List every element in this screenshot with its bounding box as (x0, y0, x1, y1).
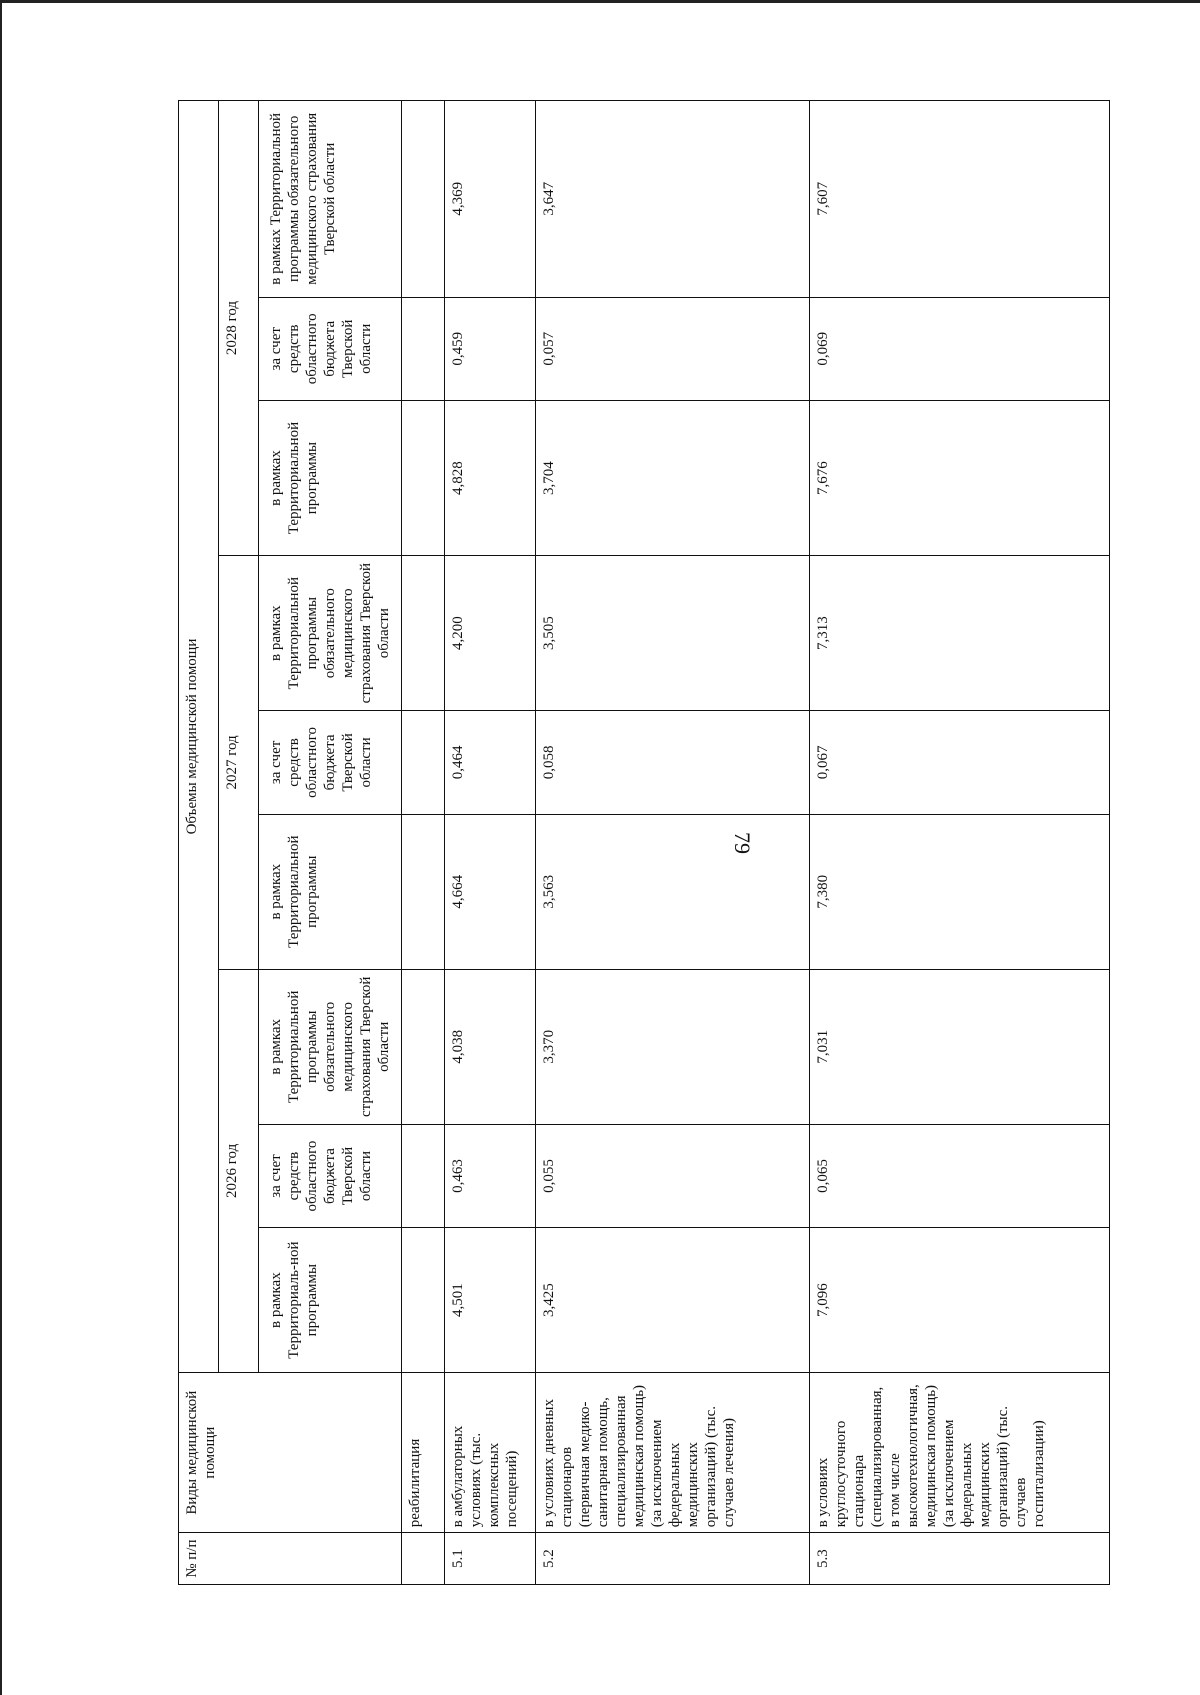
row-number: 5.2 (535, 1533, 810, 1585)
sub-header-2027-regional-budget: за счет средств областного бюджета Тверской области (259, 711, 402, 814)
scan-top-edge (0, 0, 1200, 3)
value-cell: 3,370 (535, 969, 810, 1124)
value-cell: 4,501 (445, 1228, 535, 1373)
row-label: в условиях дневных стационаров (первичная медико-санитарная помощь, специализированная медицинская помощь) (за исключением федеральных медицинских организаций) (тыс. случаев лечения) (535, 1373, 810, 1533)
value-cell: 4,828 (445, 401, 535, 556)
sub-header-2028-regional-budget: за счет средств областного бюджета Тверской области (259, 297, 402, 400)
value-cell: 0,464 (445, 711, 535, 814)
row-label: в условиях круглосуточного стационара (специализированная, в том числе высокотехнологичная, медицинская помощь) (за исключением федеральных медицинских организаций) (тыс. случаев госпитализации) (810, 1373, 1110, 1533)
value-cell: 7,607 (810, 101, 1110, 298)
year-2028-header: 2028 год (219, 101, 259, 556)
value-cell: 0,067 (810, 711, 1110, 814)
value-cell: 7,380 (810, 814, 1110, 969)
sub-header-2026-territorial: в рамках Территориаль-ной программы (259, 1228, 402, 1373)
value-cell: 7,676 (810, 401, 1110, 556)
value-cell: 0,463 (445, 1124, 535, 1227)
row-number: 5.3 (810, 1533, 1110, 1585)
table-row (535, 101, 810, 1585)
scan-left-edge (0, 0, 2, 1695)
value-cell: 7,096 (810, 1228, 1110, 1373)
value-cell: 7,313 (810, 556, 1110, 711)
sub-header-2026-oms: в рамках Территориальной программы обязательного медицинского страхования Тверской области (259, 969, 402, 1124)
sub-header-2027-territorial: в рамках Территориальной программы (259, 814, 402, 969)
year-2026-header: 2026 год (219, 969, 259, 1372)
value-cell: 0,069 (810, 297, 1110, 400)
page-number: 79 (730, 832, 755, 854)
medical-care-volume-table (178, 100, 1110, 1585)
value-cell: 4,369 (445, 101, 535, 298)
sub-header-2027-oms: в рамках Территориальной программы обязательного медицинского страхования Тверской области (259, 556, 402, 711)
row-number: 5.1 (445, 1533, 535, 1585)
value-cell: 0,055 (535, 1124, 810, 1227)
value-cell: 3,704 (535, 401, 810, 556)
value-cell: 7,031 (810, 969, 1110, 1124)
value-cell: 3,563 (535, 814, 810, 969)
section-label: реабилитация (402, 1373, 445, 1533)
value-cell: 4,038 (445, 969, 535, 1124)
rotated-page-content (178, 100, 1110, 1585)
value-cell: 0,065 (810, 1124, 1110, 1227)
value-cell: 3,425 (535, 1228, 810, 1373)
year-2027-header: 2027 год (219, 556, 259, 970)
section-row (402, 101, 445, 1585)
table-row (810, 101, 1110, 1585)
value-cell: 0,058 (535, 711, 810, 814)
sub-header-2028-territorial: в рамках Территориальной программы (259, 401, 402, 556)
value-cell: 3,647 (535, 101, 810, 298)
sub-header-2028-oms: в рамках Территориальной программы обязательного медицинского страхования Тверской области (259, 101, 402, 298)
section-num-cell (402, 1533, 445, 1585)
value-cell: 4,200 (445, 556, 535, 711)
col-num-header: № п/п (179, 1533, 402, 1585)
row-label: в амбулаторных условиях (тыс. комплексных посещений) (445, 1373, 535, 1533)
value-cell: 0,057 (535, 297, 810, 400)
volume-group-header: Объемы медицинской помощи (179, 101, 219, 1373)
value-cell: 4,664 (445, 814, 535, 969)
table-row (445, 101, 535, 1585)
sub-header-2026-regional-budget: за счет средств областного бюджета Тверской области (259, 1124, 402, 1227)
value-cell: 0,459 (445, 297, 535, 400)
value-cell: 3,505 (535, 556, 810, 711)
col-type-header: Виды медицинской помощи (179, 1373, 402, 1533)
